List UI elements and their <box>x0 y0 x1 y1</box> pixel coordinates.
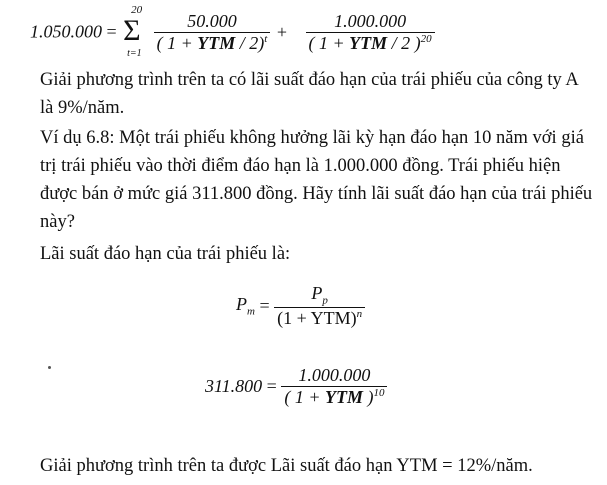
eq1-t1-den-pre: ( 1 + <box>156 32 193 53</box>
eq2-lhs <box>236 294 255 318</box>
eq1-t1-den-ytm: YTM <box>197 32 236 53</box>
eq1-term2-fraction <box>306 11 435 54</box>
eq2-fraction <box>274 283 365 329</box>
eq2-equals: = <box>259 295 270 316</box>
paragraph-ytm-intro: Lãi suất đáo hạn của trái phiếu là: <box>40 244 291 264</box>
eq1-term2-denominator <box>306 33 435 54</box>
eq2-denominator <box>274 308 365 329</box>
eq1-term2-numerator: 1.000.000 <box>306 11 435 33</box>
eq2-den-exp: n <box>356 307 363 320</box>
eq1-t1-exponent: t <box>264 32 268 45</box>
eq3-equals: = <box>266 376 277 396</box>
equation-ytm-coupon-bond <box>30 4 435 60</box>
eq2-lhs-sub: m <box>247 305 255 318</box>
eq1-plus: + <box>276 21 288 42</box>
eq3-lhs: 311.800 <box>205 376 263 396</box>
equation-zero-coupon <box>205 365 387 408</box>
eq3-numerator: 1.000.000 <box>281 365 387 387</box>
eq2-num-sub: p <box>322 294 328 307</box>
eq3-fraction <box>281 365 387 408</box>
summation-symbol <box>121 4 149 60</box>
eq1-t1-den-post: / 2) <box>239 32 265 53</box>
sum-lower-limit: t=1 <box>127 48 142 59</box>
sum-upper-limit: 20 <box>131 4 143 16</box>
eq3-den-ytm: YTM <box>324 387 363 407</box>
eq3-denominator <box>281 387 387 408</box>
eq2-den-base: (1 + YTM) <box>277 307 357 328</box>
eq2-num-base: P <box>311 283 323 303</box>
paragraph-example-6-8: Ví dụ 6.8: Một trái phiếu không hưởng lãi kỳ hạn đáo hạn 10 năm với giá trị trái phiếu vào thời điểm đáo hạn là 1.000.000 đồng. Trái phiếu hiện được bán ở mức giá 311.800 đồng. Hãy tính lãi suất đáo hạn của trái phiếu này? <box>40 128 593 232</box>
paragraph-solution-ytm: Giải phương trình trên ta được Lãi suất đáo hạn YTM = 12%/năm. <box>40 456 533 476</box>
eq1-t2-exponent: 20 <box>420 32 432 45</box>
stray-dot <box>48 366 51 369</box>
eq1-equals: = <box>106 21 117 42</box>
eq2-numerator <box>274 283 365 308</box>
eq1-t2-den-ytm: YTM <box>349 32 388 53</box>
paragraph-solution-a: Giải phương trình trên ta có lãi suất đáo hạn của trái phiếu của công ty A là 9%/năm. <box>40 70 578 118</box>
equation-ytm-formula <box>236 283 365 329</box>
eq1-term1-numerator: 50.000 <box>154 11 271 33</box>
eq1-t2-den-pre: ( 1 + <box>308 32 345 53</box>
eq1-lhs: 1.050.000 <box>30 21 102 42</box>
eq3-den-pre: ( 1 + <box>284 387 321 407</box>
eq3-den-post: ) <box>367 387 374 407</box>
eq1-t2-den-post: / 2 ) <box>391 32 421 53</box>
eq2-lhs-base: P <box>236 294 247 314</box>
eq1-term1-denominator <box>154 33 271 54</box>
eq1-term1-fraction <box>154 11 271 54</box>
eq3-den-exp: 10 <box>373 387 385 399</box>
sigma-icon: Σ <box>123 14 141 47</box>
